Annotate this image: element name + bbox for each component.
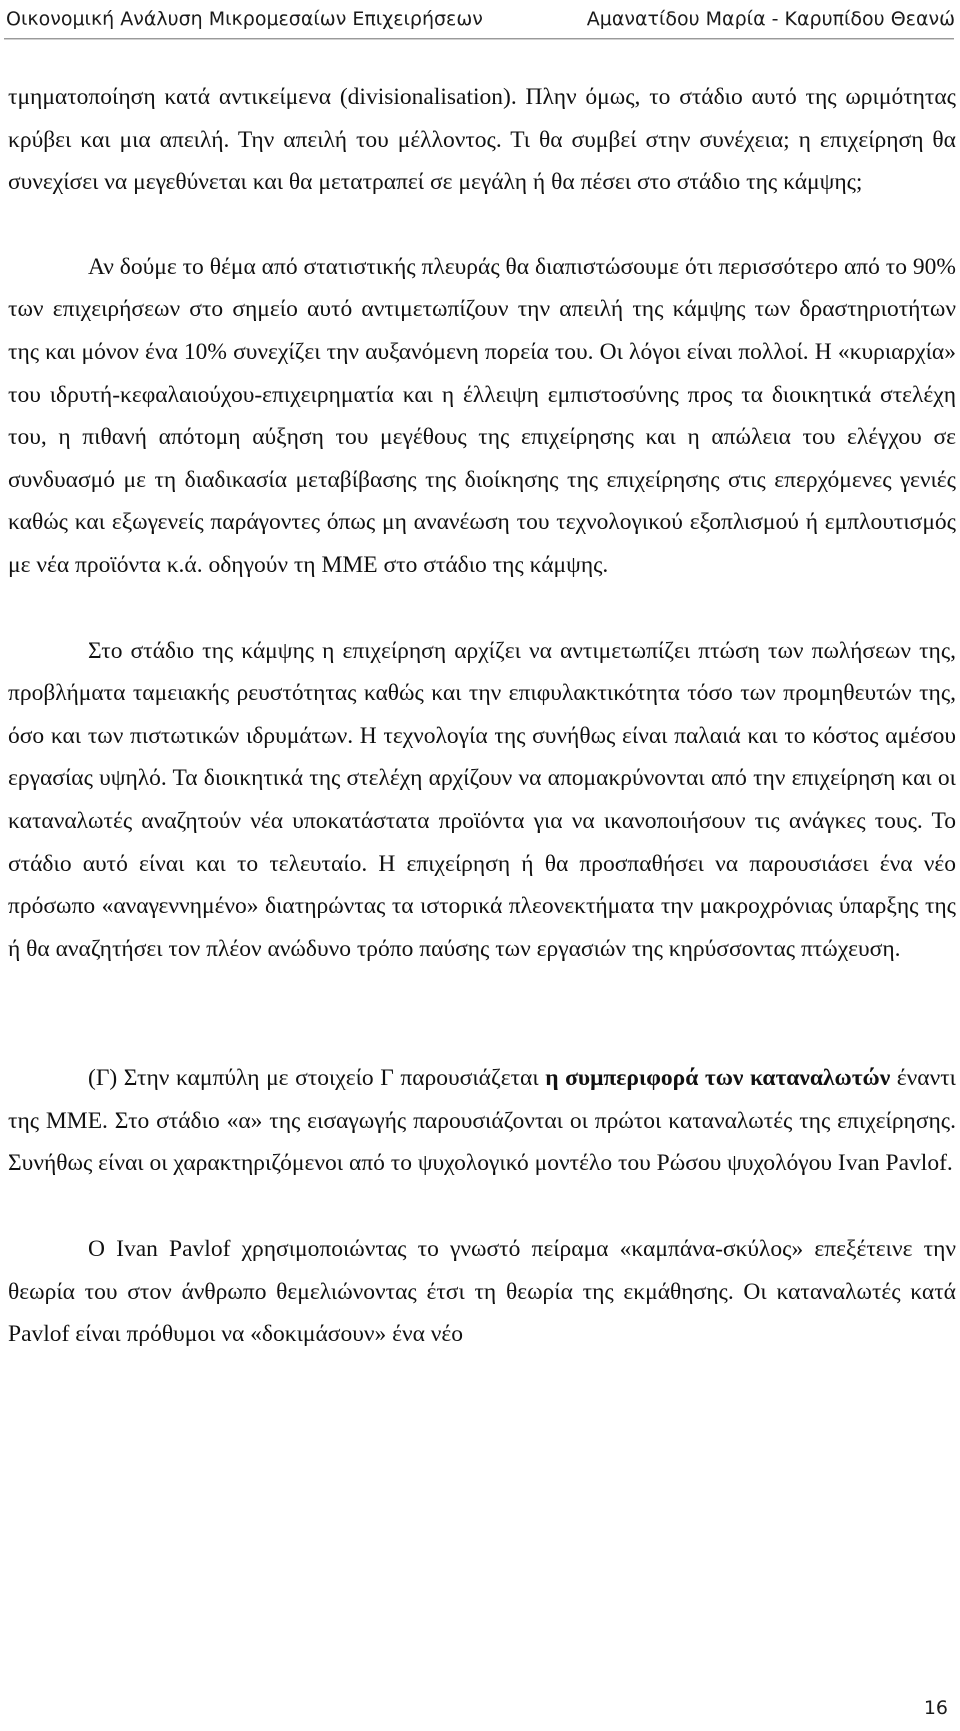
paragraph-decline-stage: Στο στάδιο της κάμψης η επιχείρηση αρχίζει να αντιμετωπίζει πτώση των πωλήσεων της, προβλήματα ταμειακής ρευστότητας καθώς και την επιφυλακτικότητα τόσο των προμηθευτών της, όσο και των πιστωτικών ιδρυμάτων. Η τεχνολογία της συνήθως είναι παλαιά και το κόστος αμέσου εργασίας υψηλό. Τα διοικητικά της στελέχη αρχίζουν να απομακρύνονται από την επιχείρηση και οι καταναλωτές αναζητούν νέα υποκατάστατα προϊόντα για να ικανοποιήσουν τις ανάγκες τους. Το στάδιο αυτό είναι και το τελευταίο. Η επιχείρηση ή θα προσπαθήσει να παρουσιάσει ένα νέο πρόσωπο «αναγεννημένο» διατηρώντας τα ιστορικά πλεονεκτήματα την μακροχρόνιας ύπαρξης της ή θα αναζητήσει τον πλέον ανώδυνο τρόπο παύσης των εργασιών της κηρύσσοντας πτώχευση. xyxy=(8,637,956,962)
header-divider xyxy=(4,38,954,39)
consumer-behaviour-intro: (Γ) Στην καμπύλη με στοιχείο Γ παρουσιάζεται xyxy=(88,1065,546,1092)
document-body xyxy=(8,76,956,1356)
consumer-behaviour-rest: έναντι της ΜΜΕ. Στο στάδιο «α» της εισαγωγής παρουσιάζονται οι πρώτοι καταναλωτές της επιχείρησης. Συνήθως είναι οι χαρακτηριζόμενοι από το ψυχολογικό μοντέλο του Ρώσου ψυχολόγου Ivan Pavlof. xyxy=(8,1065,956,1177)
header-authors: Αμανατίδου Μαρία - Καρυπίδου Θεανώ xyxy=(586,8,955,30)
paragraph-statistics: Αν δούμε το θέμα από στατιστικής πλευράς θα διαπιστώσουμε ότι περισσότερο από το 90% των επιχειρήσεων στο σημείο αυτό αντιμετωπίζουν την απειλή της κάμψης των δραστηριοτήτων της και μόνον ένα 10% συνεχίζει την αυξανόμενη πορεία του. Οι λόγοι είναι πολλοί. Η «κυριαρχία» του ιδρυτή-κεφαλαιούχου-επιχειρηματία και η έλλειψη εμπιστοσύνης προς τα διοικητικά στελέχη του, η πιθανή απότομη αύξηση του μεγέθους της επιχείρησης και η απώλεια του ελέγχου σε συνδυασμό με τη διαδικασία μεταβίβασης της διοίκησης της επιχείρησης στις επερχόμενες γενιές καθώς και εξωγενείς παράγοντες όπως μη ανανέωση του τεχνολογικού εξοπλισμού ή εμπλουτισμός με νέα προϊόντα κ.ά. οδηγούν τη ΜΜΕ στο στάδιο της κάμψης. xyxy=(8,253,956,578)
paragraph-maturity-threat: τμηματοποίηση κατά αντικείμενα (divisionalisation). Πλην όμως, το στάδιο αυτό της ωριμότητας κρύβει και μια απειλή. Την απειλή του μέλλοντος. Τι θα συμβεί στην συνέχεια; η επιχείρηση θα συνεχίσει να μεγεθύνεται και θα μετατραπεί σε μεγάλη ή θα πέσει στο στάδιο της κάμψης; xyxy=(8,84,956,196)
header-document-title: Οικονομική Ανάλυση Μικρομεσαίων Επιχειρήσεων xyxy=(6,8,483,30)
paragraph-consumer-behaviour xyxy=(8,1057,956,1185)
consumer-behaviour-bold-term: η συμπεριφορά των καταναλωτών xyxy=(545,1065,891,1092)
page-header xyxy=(0,6,960,36)
paragraph-pavlof: Ο Ivan Pavlof χρησιμοποιώντας το γνωστό πείραμα «καμπάνα-σκύλος» επεξέτεινε την θεωρία του στον άνθρωπο θεμελιώνοντας έτσι τη θεωρία της εκμάθησης. Οι καταναλωτές κατά Pavlof είναι πρόθυμοι να «δοκιμάσουν» ένα νέο xyxy=(8,1236,956,1348)
page-number: 16 xyxy=(923,1697,948,1719)
